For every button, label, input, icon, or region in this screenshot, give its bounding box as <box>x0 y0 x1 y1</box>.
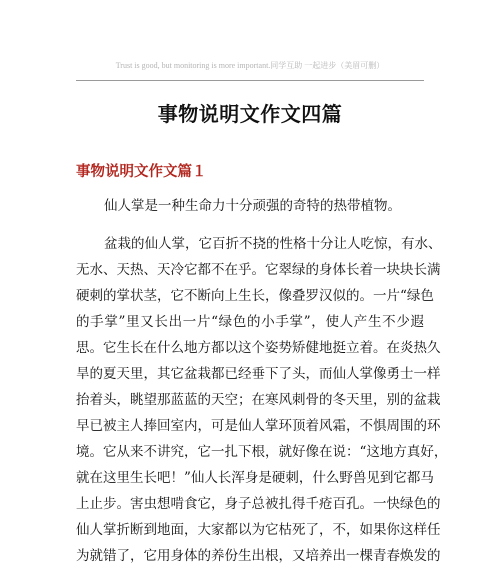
document-title: 事物说明文作文四篇 <box>157 102 343 126</box>
body-line: 盆栽的仙人掌，它百折不挠的性格十分让人吃惊，有水、 <box>104 236 442 252</box>
section-heading: 事物说明文作文篇１ <box>76 163 207 180</box>
body-line: 无水、天热、天冷它都不在乎。它翠绿的身体长着一块块长满 <box>76 262 441 278</box>
header-divider <box>76 80 424 81</box>
body-line: 境。它从来不讲究，它一扎下根，就好像在说：“这地方真好， <box>76 444 448 460</box>
lead-paragraph: 仙人掌是一种生命力十分顽强的奇特的热带植物。 <box>104 198 401 214</box>
page-header: Trust is good, but monitoring is more important.同学互助 一起进步（美眉可删） <box>115 61 385 70</box>
body-line: 抬着头，眺望那蓝蓝的天空；在寒风刺骨的冬天里，别的盆栽 <box>76 392 441 408</box>
body-line: 早已被主人捧回室内，可是仙人掌环顶着风霜，不惧周围的环 <box>76 418 441 434</box>
body-line: 就在这里生长吧！”仙人长浑身是硬刺，什么野兽见到它都马 <box>76 470 434 486</box>
body-line: 上止步。害虫想啃食它，身子总被扎得千疮百孔。一快绿色的 <box>76 496 441 512</box>
body-line: 为就错了，它用身体的养份生出根，又培养出一棵青春焕发的 <box>76 548 441 564</box>
body-line: 思。它生长在什么地方都以这个姿势矫健地挺立着。在炎热久 <box>76 340 441 356</box>
body-line: 硬刺的掌状茎，它不断向上生长，像叠罗汉似的。一片“绿色 <box>76 288 434 304</box>
body-line: 仙人掌折断到地面，大家都以为它枯死了，不，如果你这样任 <box>76 522 441 538</box>
body-line: 的手掌”里又长出一片“绿色的小手掌”，使人产生不少遐 <box>76 314 424 330</box>
body-paragraph <box>76 231 448 569</box>
body-line: 旱的夏天里，其它盆栽都已经垂下了头，而仙人掌像勇士一样 <box>76 366 441 382</box>
